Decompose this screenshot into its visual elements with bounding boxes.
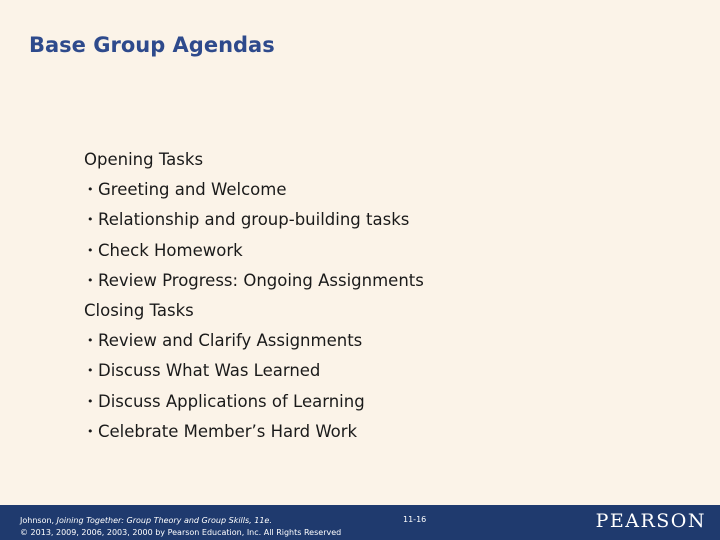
list-item — [84, 207, 424, 237]
citation-book-title: Joining Together: Group Theory and Group Skills, 11e. — [56, 516, 272, 525]
list-item-text: Discuss What Was Learned — [98, 361, 321, 381]
list-item — [84, 177, 424, 207]
bullet-icon: • — [87, 334, 94, 348]
slide-title: Base Group Agendas — [29, 33, 275, 57]
citation-author: Johnson, — [20, 516, 57, 525]
footer-citation — [20, 515, 341, 539]
list-item-text: Discuss Applications of Learning — [98, 391, 365, 411]
list-item — [84, 268, 424, 298]
list-item-text: Review Progress: Ongoing Assignments — [98, 270, 424, 290]
section-heading-closing: Closing Tasks — [84, 300, 194, 320]
bullet-icon: • — [87, 394, 94, 408]
bullet-icon: • — [87, 243, 94, 257]
slide-content — [84, 147, 424, 449]
citation-line — [20, 515, 341, 527]
page-number: 11-16 — [403, 515, 427, 524]
list-item-text: Review and Clarify Assignments — [98, 331, 363, 351]
bullet-icon: • — [87, 273, 94, 287]
bullet-icon: • — [87, 364, 94, 378]
copyright-text: © 2013, 2009, 2006, 2003, 2000 by Pearson Education, Inc. All Rights Reserved — [20, 528, 342, 537]
list-item-text: Celebrate Member’s Hard Work — [98, 421, 358, 441]
list-item — [84, 358, 424, 388]
list-item — [84, 238, 424, 268]
pearson-logo: PEARSON — [595, 510, 706, 532]
list-item — [84, 328, 424, 358]
list-item-text: Greeting and Welcome — [98, 180, 287, 200]
section-heading-opening: Opening Tasks — [84, 150, 204, 169]
list-item — [84, 419, 424, 449]
footer-bar — [0, 505, 720, 540]
bullet-icon: • — [87, 213, 94, 227]
bullet-icon: • — [87, 424, 94, 438]
bullet-icon: • — [87, 183, 94, 197]
list-item — [84, 389, 424, 419]
list-item-text: Relationship and group-building tasks — [98, 210, 410, 230]
list-item-text: Check Homework — [98, 240, 243, 260]
